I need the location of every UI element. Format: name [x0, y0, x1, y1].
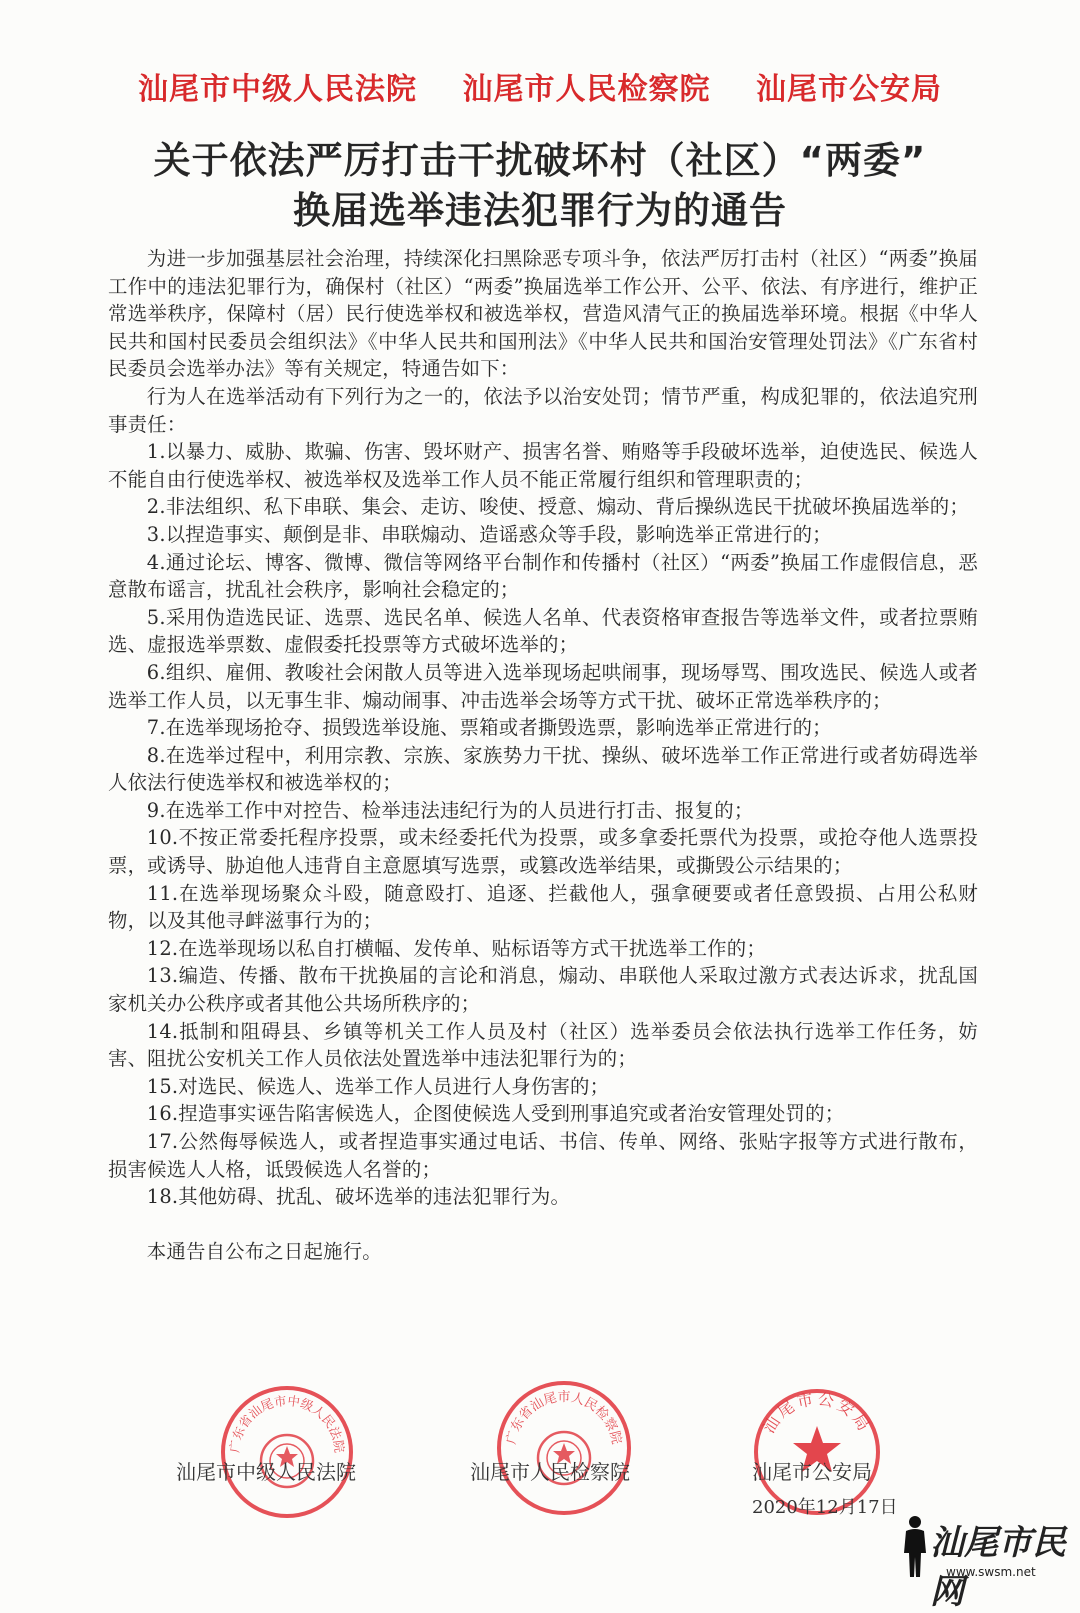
list-item: 7.在选举现场抢夺、损毁选举设施、票箱或者撕毁选票，影响选举正常进行的； — [146, 716, 832, 740]
agency-procuratorate: 汕尾市人民检察院 — [462, 72, 711, 107]
list-item: 6.组织、雇佣、教唆社会闲散人员等进入选举现场起哄闹事，现场辱骂、围攻选民、候选人或者选举工作人员，以无事生非、煽动闹事、冲击选举会场等方式干扰、破坏正常选举秩序的； — [108, 660, 978, 712]
list-item: 4.通过论坛、博客、微博、微信等网络平台制作和传播村（社区）“两委”换届工作虚假信息，恶意散布谣言，扰乱社会秩序，影响社会稳定的； — [108, 550, 978, 602]
list-item: 3.以捏造事实、颠倒是非、串联煽动、造谣惑众等手段，影响选举正常进行的； — [146, 522, 832, 546]
list-item: 13.编造、传播、散布干扰换届的言论和消息，煽动、串联他人采取过激方式表达诉求，扰乱国家机关办公秩序或者其他公共场所秩序的； — [108, 964, 978, 1016]
intro-paragraph: 为进一步加强基层社会治理，持续深化扫黑除恶专项斗争，依法严厉打击村（社区）“两委”换届工作中的违法犯罪行为，确保村（社区）“两委”换届选举工作公开、公平、依法、有序进行，维护正常选举秩序，保障村（居）民行使选举权和被选举权，营造风清气正的换届选举环境。根据《中华人民共和国村民委员会组织法》《中华人民共和国刑法》《中华人民共和国治安管理处罚法》《广东省村民委员会选举办法》等有关规定，特通告如下： — [108, 247, 978, 381]
list-item: 1.以暴力、威胁、欺骗、伤害、毁坏财产、损害名誉、贿赂等手段破坏选举，迫使选民、候选人不能自由行使选举权、被选举权及选举工作人员不能正常履行组织和管理职责的； — [108, 440, 978, 491]
site-watermark — [902, 1513, 1072, 1612]
list-item: 15.对选民、候选人、选举工作人员进行人身伤害的； — [146, 1074, 610, 1098]
seal-text: 广东省汕尾市人民检察院 — [504, 1390, 624, 1446]
procuratorate-seal — [494, 1378, 634, 1518]
list-item: 9.在选举工作中对控告、检举违法违纪行为的人员进行打击、报复的； — [146, 798, 754, 822]
rule-paragraph: 行为人在选举活动有下列行为之一的，依法予以治安处罚；情节严重，构成犯罪的，依法追究刑事责任： — [108, 384, 978, 436]
list-item: 10.不按正常委托程序投票，或未经委托代为投票，或多拿委托票代为投票，或抢夺他人选票投票，或诱导、胁迫他人违背自主意愿填写选票，或篡改选举结果，或撕毁公示结果的； — [108, 826, 978, 878]
list-item: 11.在选举现场聚众斗殴，随意殴打、追逐、拦截他人，强拿硬要或者任意毁损、占用公私财物，以及其他寻衅滋事行为的； — [108, 881, 978, 933]
notice-body — [108, 245, 978, 1265]
signature-police: 汕尾市公安局 — [752, 1460, 872, 1484]
list-item: 8.在选举过程中，利用宗教、宗族、家族势力干扰、操纵、破坏选举工作正常进行或者妨碍选举人依法行使选举权和被选举权的； — [108, 743, 978, 795]
notice-title-line-2: 换届选举违法犯罪行为的通告 — [293, 189, 787, 232]
issue-date: 2020年12月17日 — [752, 1497, 898, 1518]
signature-procuratorate: 汕尾市人民检察院 — [470, 1460, 630, 1484]
watermark-url: www.swsm.net — [946, 1565, 1036, 1579]
list-item: 18.其他妨碍、扰乱、破坏选举的违法犯罪行为。 — [146, 1185, 571, 1209]
list-item: 17.公然侮辱候选人，或者捏造事实通过电话、书信、传单、网络、张贴字报等方式进行散布，损害候选人人格，诋毁候选人名誉的； — [108, 1130, 978, 1181]
agency-court: 汕尾市中级人民法院 — [138, 72, 418, 107]
list-item: 5.采用伪造选民证、选票、选民名单、候选人名单、代表资格审查报告等选举文件，或者拉票贿选、虚报选举票数、虚假委托投票等方式破坏选举的； — [108, 605, 978, 657]
court-seal — [218, 1383, 356, 1521]
watermark-text: 汕尾市民网 — [930, 1523, 1066, 1612]
person-silhouette-icon — [902, 1515, 928, 1579]
signature-court: 汕尾市中级人民法院 — [176, 1460, 356, 1484]
closing-paragraph: 本通告自公布之日起施行。 — [146, 1239, 382, 1263]
list-item: 12.在选举现场以私自打横幅、发传单、贴标语等方式干扰选举工作的； — [146, 936, 766, 960]
list-item: 16.捏造事实诬告陷害候选人，企图使候选人受到刑事追究或者治安管理处罚的； — [146, 1102, 845, 1126]
issuing-agencies — [0, 64, 1080, 108]
seal-text: 汕尾市公安局 — [759, 1389, 875, 1437]
list-item: 14.抵制和阻碍县、乡镇等机关工作人员及村（社区）选举委员会依法执行选举工作任务，妨害、阻扰公安机关工作人员依法处置选举中违法犯罪行为的； — [108, 1019, 978, 1071]
agency-police: 汕尾市公安局 — [755, 72, 942, 107]
notice-title-line-1: 关于依法严厉打击干扰破坏村（社区）“两委” — [153, 139, 927, 182]
list-item: 2.非法组织、私下串联、集会、走访、唆使、授意、煽动、背后操纵选民干扰破坏换届选举的； — [146, 495, 969, 519]
seal-text: 广东省汕尾市中级人民法院 — [226, 1392, 348, 1454]
